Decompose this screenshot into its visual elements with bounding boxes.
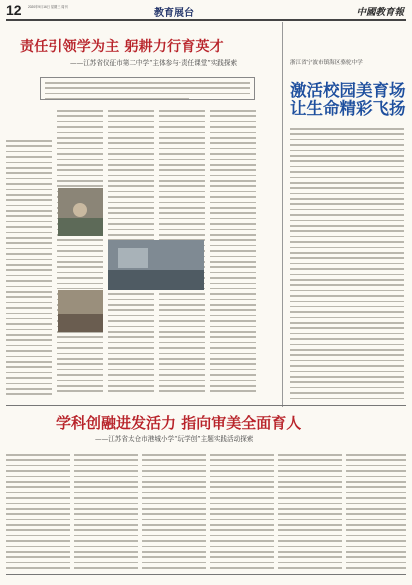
issue-info: 2020年9月16日 星期三 周刊 (28, 5, 68, 9)
masthead (6, 3, 406, 19)
photo-1-image (58, 188, 103, 236)
column-text-lines (278, 452, 342, 572)
masthead-rule (6, 19, 406, 21)
article-1-column-2 (57, 108, 103, 400)
article-3-column-3 (142, 452, 206, 572)
newspaper-name: 中國教育報 (356, 7, 404, 18)
article-2-body (290, 126, 404, 404)
article-3-column-1 (6, 452, 70, 572)
article-2-kicker: 浙江省宁波市镇海区骆驼中学 (290, 60, 363, 66)
article-1-lead-box (40, 77, 255, 100)
article-3-column-4 (210, 452, 274, 572)
photo-3-image (108, 240, 204, 290)
column-text-lines (346, 452, 406, 572)
article-1-column-5 (210, 108, 256, 400)
article-1-photo-1 (58, 188, 103, 236)
article-1-headline: 责任引领学为主 躬耕力行育英才 (20, 39, 224, 55)
photo-2-image (58, 290, 103, 332)
lead-text-lines (45, 80, 250, 97)
column-text-lines (74, 452, 138, 572)
article-2-headline (290, 82, 406, 118)
article-2-headline-line-2: 让生命精彩飞扬 (290, 99, 406, 118)
section-title: 教育展台 (154, 8, 194, 19)
column-text-lines (6, 452, 70, 572)
column-text-lines (57, 108, 103, 400)
article-3-column-2 (74, 452, 138, 572)
article-1-column-1 (6, 108, 52, 400)
column-text-lines (142, 452, 206, 572)
column-divider (282, 22, 283, 407)
section-rule (6, 405, 406, 406)
article-1-photo-2 (58, 290, 103, 332)
column-text-lines (210, 108, 256, 400)
article-3-subheadline: ——江苏省太仓市港城小学“玩学创”主题实践活动探索 (95, 435, 254, 443)
column-text-lines (6, 138, 52, 400)
page-number: 12 (6, 2, 22, 18)
footer-rule (6, 574, 406, 575)
article-2-headline-line-1: 激活校园美育场 (290, 81, 406, 100)
article-3-column-5 (278, 452, 342, 572)
article-1-photo-3 (108, 240, 204, 290)
article-2-text-lines (290, 126, 404, 404)
article-1-subheadline: ——江苏省仪征市第二中学“主体参与·责任课堂”实践探索 (70, 59, 238, 67)
column-text-lines (210, 452, 274, 572)
article-3-column-6 (346, 452, 406, 572)
article-3-headline: 学科创融进发活力 指向审美全面育人 (56, 414, 302, 432)
